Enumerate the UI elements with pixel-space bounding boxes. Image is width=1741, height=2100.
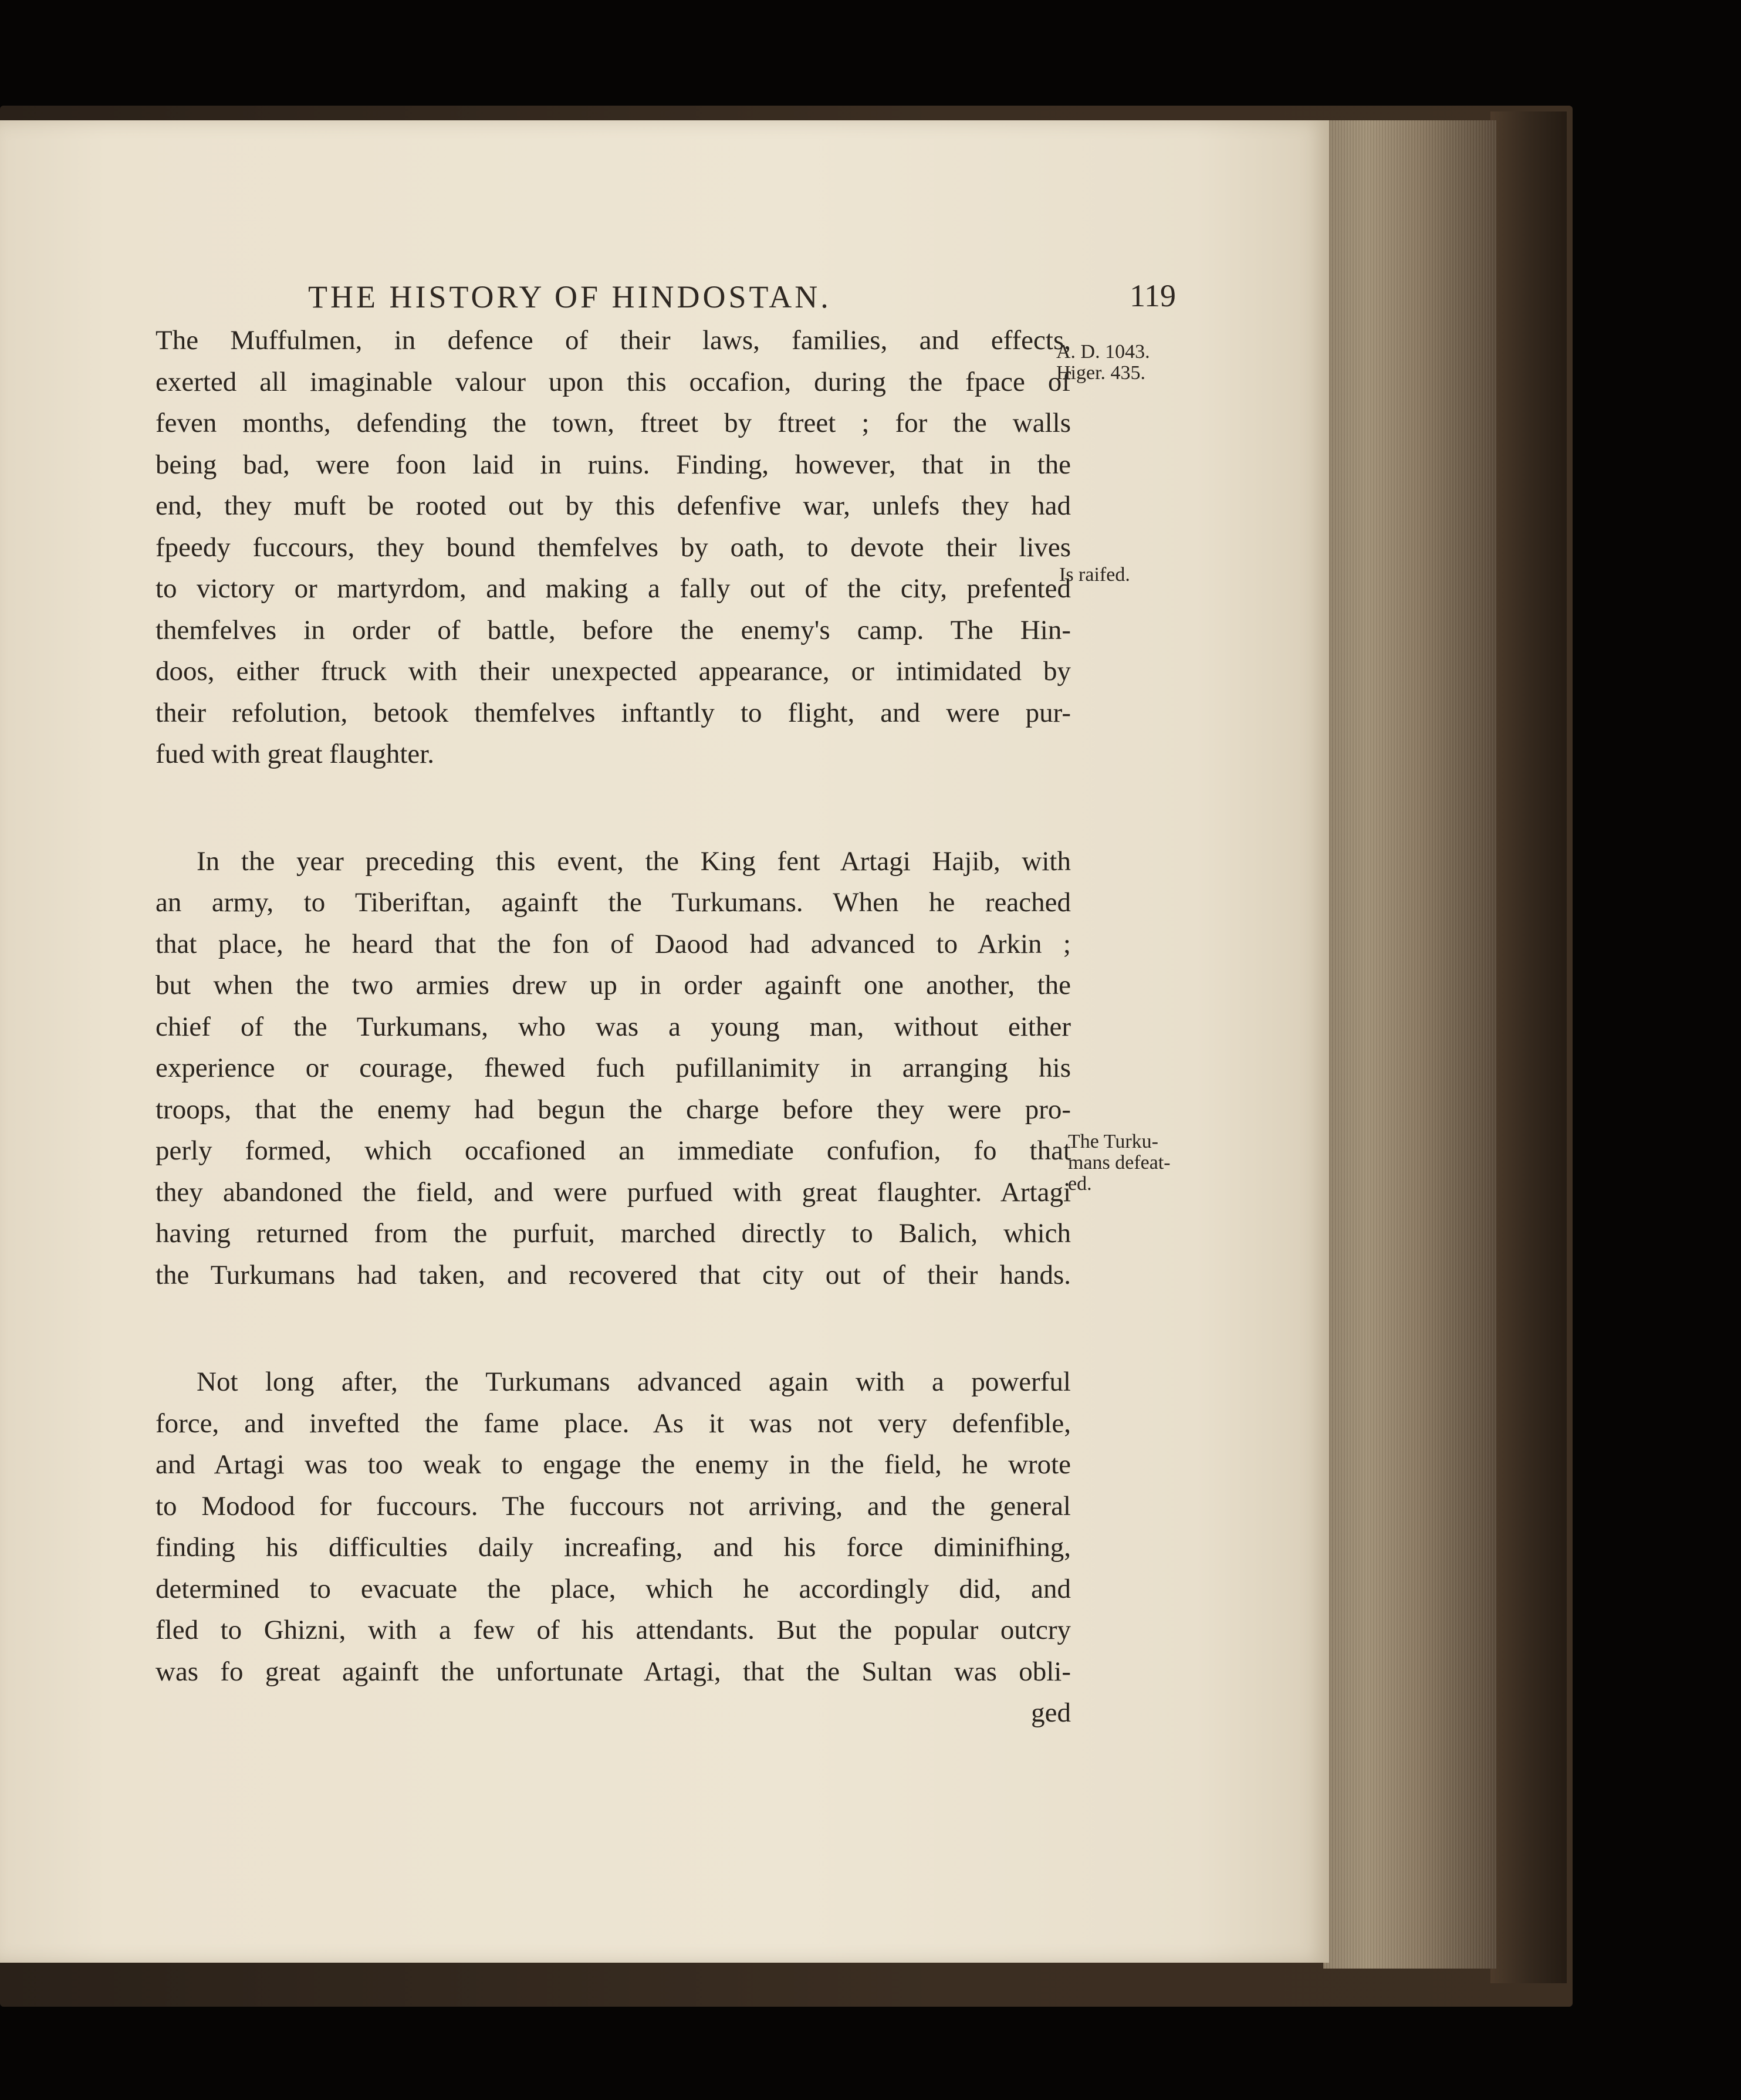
text-line: perly formed, which occafioned an immediate confufion, fo that (155, 1135, 1071, 1166)
text-line: and Artagi was too weak to engage the enemy in the field, he wrote (155, 1449, 1071, 1480)
text-line: chief of the Turkumans, who was a young man, without either (155, 1011, 1071, 1042)
text-line: to Modood for fuccours. The fuccours not arriving, and the general (155, 1490, 1071, 1521)
text-line: having returned from the purfuit, marched directly to Balich, which (155, 1218, 1071, 1249)
page-number: 119 (1130, 278, 1176, 313)
catchword: ged (1031, 1697, 1071, 1728)
text-line: their refolution, betook themfelves inftantly to flight, and were pur- (155, 697, 1071, 728)
text-line: being bad, were foon laid in ruins. Finding, however, that in the (155, 449, 1071, 480)
paragraph-2 (155, 841, 1071, 1296)
book-board-edge (1490, 111, 1567, 1983)
text-line: force, and invefted the fame place. As it was not very defenfible, (155, 1408, 1071, 1439)
marginal-date-ad: A. D. 1043. (1056, 341, 1150, 363)
marginal-note-turkumans-defeated (1068, 1131, 1171, 1195)
text-line: they abandoned the field, and were purfued with great flaughter. Artagi (155, 1176, 1071, 1208)
text-line: experience or courage, fhewed fuch pufillanimity in arranging his (155, 1053, 1071, 1083)
marginal-date-higer: Higer. 435. (1056, 362, 1146, 384)
text-line: fued with great flaughter. (155, 739, 435, 769)
paragraph-1 (155, 320, 1071, 775)
marginal-note-line: The Turku- (1068, 1131, 1158, 1152)
page-fore-edge (1323, 120, 1496, 1969)
running-head-title: THE HISTORY OF HINDOSTAN. (308, 279, 831, 315)
text-line: finding his difficulties daily increafing, and his force diminifhing, (155, 1532, 1071, 1563)
marginal-date-note (1056, 341, 1150, 384)
text-line: the Turkumans had taken, and recovered that city out of their hands. (155, 1259, 1071, 1290)
text-line: doos, either ftruck with their unexpected appearance, or intimidated by (155, 656, 1071, 687)
text-line: that place, he heard that the fon of Daood had advanced to Arkin ; (155, 928, 1071, 959)
marginal-note-raised: Is raifed. (1059, 564, 1130, 586)
text-line: Not long after, the Turkumans advanced again with a powerful (197, 1367, 1071, 1397)
text-line: end, they muft be rooted out by this defenfive war, unlefs they had (155, 491, 1071, 521)
running-head (155, 267, 1176, 320)
marginal-note-line: ed. (1068, 1173, 1092, 1195)
paragraph-3 (155, 1361, 1071, 1692)
text-line: an army, to Tiberiftan, againft the Turkumans. When he reached (155, 887, 1071, 918)
text-line: determined to evacuate the place, which he accordingly did, and (155, 1573, 1071, 1604)
text-line: fled to Ghizni, with a few of his attendants. But the popular outcry (155, 1615, 1071, 1645)
marginal-note-line: mans defeat- (1068, 1152, 1171, 1174)
text-line: exerted all imaginable valour upon this occafion, during the fpace of (155, 366, 1071, 397)
text-line: fpeedy fuccours, they bound themfelves by oath, to devote their lives (155, 532, 1071, 563)
text-line: was fo great againft the unfortunate Artagi, that the Sultan was obli- (155, 1656, 1071, 1687)
text-line: themfelves in order of battle, before the enemy's camp. The Hin- (155, 614, 1071, 645)
text-line: feven months, defending the town, ftreet by ftreet ; for the walls (155, 408, 1071, 438)
text-line: In the year preceding this event, the King fent Artagi Hajib, with (197, 846, 1071, 877)
text-line: to victory or martyrdom, and making a fally out of the city, prefented (155, 573, 1071, 604)
text-line: The Muffulmen, in defence of their laws, families, and effects, (155, 325, 1071, 356)
text-line: but when the two armies drew up in order againft one another, the (155, 970, 1071, 1000)
text-line: troops, that the enemy had begun the charge before they were pro- (155, 1094, 1071, 1125)
